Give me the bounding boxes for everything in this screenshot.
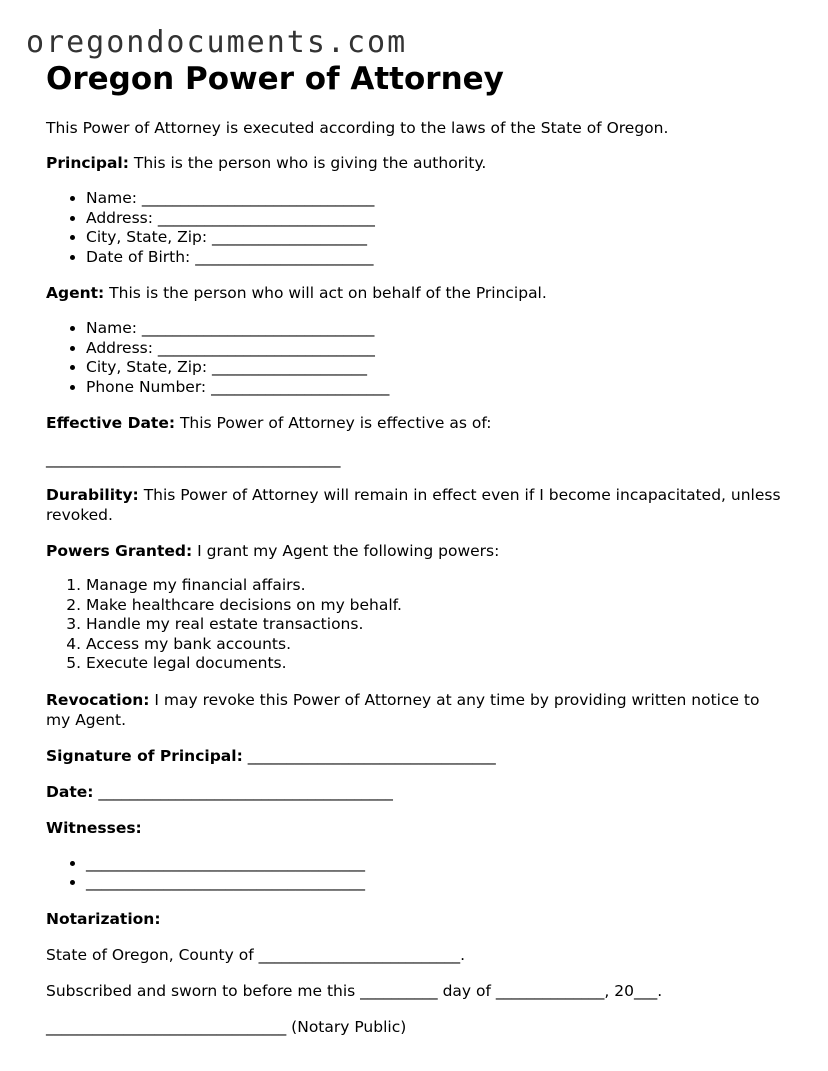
principal-label: Principal: <box>46 154 129 172</box>
notary-sworn-line: Subscribed and sworn to before me this __________ day of ______________, 20___. <box>46 981 663 1000</box>
power-item: 1. Manage my financial affairs. <box>86 576 786 596</box>
principal-fields <box>46 189 786 267</box>
principal-text: This is the person who is giving the authority. <box>128 154 487 172</box>
agent-phone-field: • Phone Number: _______________________ <box>86 378 786 398</box>
power-item: 3. Handle my real estate transactions. <box>86 615 786 635</box>
agent-name-field: • Name: ______________________________ <box>86 319 786 339</box>
powers-list <box>46 576 786 674</box>
principal-paragraph <box>46 153 786 173</box>
power-item: 4. Access my bank accounts. <box>86 635 786 655</box>
powers-text: I grant my Agent the following powers: <box>192 542 500 560</box>
witness-line: • ____________________________________ <box>86 854 786 874</box>
effective-date-blank: ______________________________________ <box>46 450 341 468</box>
agent-text: This is the person who will act on behalf of the Principal. <box>104 284 547 302</box>
watermark: oregondocuments.com <box>26 25 408 60</box>
agent-address-field: • Address: ____________________________ <box>86 339 786 359</box>
witnesses-label: Witnesses: <box>46 818 142 837</box>
principal-city-field: • City, State, Zip: ____________________ <box>86 228 786 248</box>
date-line <box>46 782 786 802</box>
effective-date-text: This Power of Attorney is effective as of: <box>175 414 492 432</box>
powers-label: Powers Granted: <box>46 542 193 560</box>
revocation-label: Revocation: <box>46 690 150 709</box>
power-item: 5. Execute legal documents. <box>86 654 786 674</box>
power-item: 2. Make healthcare decisions on my behalf. <box>86 596 786 616</box>
witnesses-list <box>46 854 786 893</box>
effective-date-label: Effective Date: <box>46 414 176 432</box>
agent-fields <box>46 319 786 397</box>
intro-paragraph: This Power of Attorney is executed according to the laws of the State of Oregon. <box>46 119 669 137</box>
powers-paragraph <box>46 541 786 561</box>
principal-name-field: • Name: ______________________________ <box>86 189 786 209</box>
document-body <box>46 58 786 1037</box>
signature-label: Signature of Principal: <box>46 746 243 765</box>
signature-blank: ________________________________ <box>242 746 496 765</box>
agent-paragraph <box>46 283 786 303</box>
witnesses-heading <box>46 818 786 838</box>
notarization-label: Notarization: <box>46 909 161 928</box>
witness-line: • ____________________________________ <box>86 873 786 893</box>
date-label: Date: <box>46 782 94 801</box>
notary-public-line: _______________________________ (Notary Public) <box>46 1017 407 1036</box>
principal-address-field: • Address: ____________________________ <box>86 209 786 229</box>
document-title: Oregon Power of Attorney <box>46 61 504 97</box>
revocation-paragraph <box>46 690 786 730</box>
date-blank: ______________________________________ <box>93 782 393 801</box>
principal-dob-field: • Date of Birth: _______________________ <box>86 248 786 268</box>
notary-county-line: State of Oregon, County of __________________________. <box>46 945 466 964</box>
durability-paragraph <box>46 485 786 525</box>
notarization-heading <box>46 909 786 929</box>
agent-city-field: • City, State, Zip: ____________________ <box>86 358 786 378</box>
durability-label: Durability: <box>46 486 139 504</box>
signature-line <box>46 746 786 766</box>
agent-label: Agent: <box>46 284 105 302</box>
revocation-text: I may revoke this Power of Attorney at any time by providing written notice to my Agent. <box>46 690 760 729</box>
durability-text: This Power of Attorney will remain in effect even if I become incapacitated, unless revoked. <box>46 486 781 524</box>
effective-date-paragraph <box>46 413 786 433</box>
